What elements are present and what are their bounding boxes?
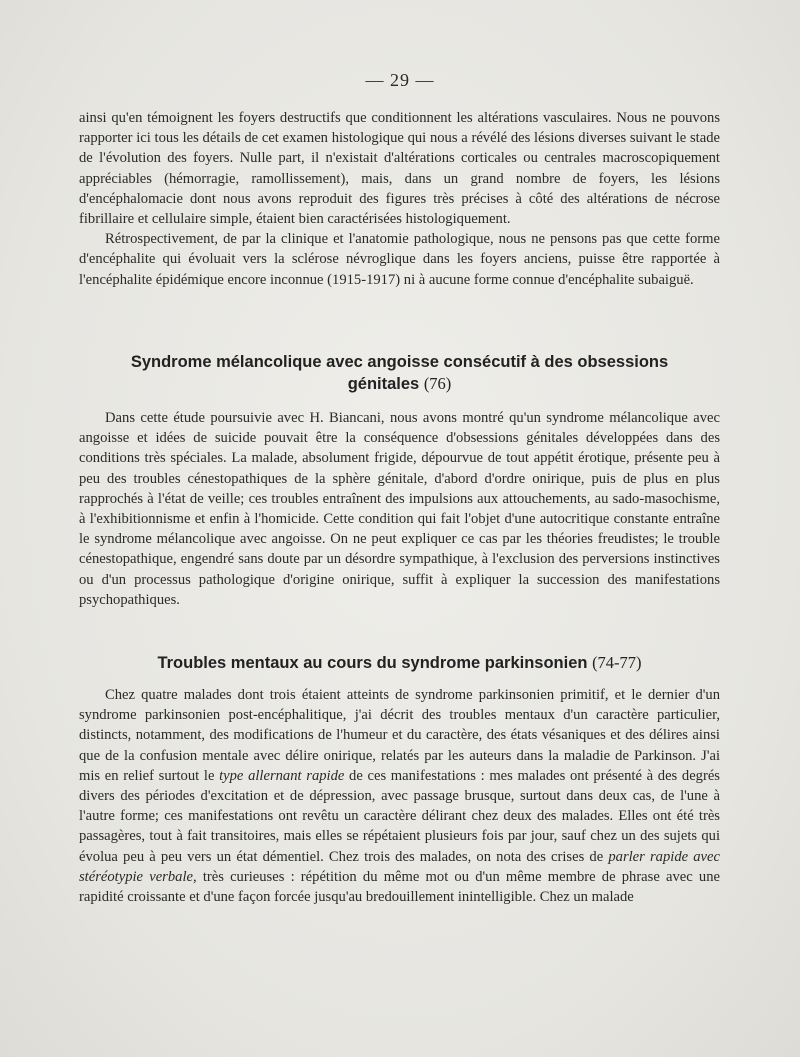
intro-paragraph-2: Rétrospectivement, de par la clinique et l'anatomie pathologique, nous ne pensons pas que cette forme d'encéphalite qui évoluait vers la sclérose névroglique dans les foyers anciens, puisse être rapportée à l'encéphalite épidémique encore inconnue (1915-1917) ni à aucune forme connue d'encéphalite subaiguë. xyxy=(79,231,720,288)
section-reference: (76) xyxy=(423,374,452,393)
intro-paragraph-1: ainsi qu'en témoignent les foyers destructifs que conditionnent les altérations vasculaires. Nous ne pouvons rapporter ici tous les détails de cet examen histologique qui nous a révélé des lésions diverses suivant le stade de l'évolution des foyers. Nulle part, il n'existait d'altérations corticales ou centrales macroscopiquement appréciables (hémorragie, ramollissement), mais, dans un grand nombre de foyers, les lésions d'encéphalomacie dont nous avons reproduit des figures très précises à côté des altérations de nécrose fibrillaire et cellulaire simple, étaient bien caractérisées histologiquement. xyxy=(79,110,720,228)
section-heading-melancolique xyxy=(79,351,720,395)
intro-section xyxy=(79,108,720,290)
parkinson-emphasis-1: type allernant rapide xyxy=(219,767,345,784)
section-heading-parkinson xyxy=(79,652,720,674)
section-body-parkinson xyxy=(79,685,720,907)
section-title-line-1: Syndrome mélancolique avec angoisse consécutif à des obsessions xyxy=(130,353,669,371)
section-reference: (74-77) xyxy=(592,653,642,672)
parkinson-text-part-3: , très curieuses : répétition du même mot ou d'un même membre de phrase avec une rapidité croissante et d'une façon forcée jusqu'au bredouillement inintelligible. Chez un malade xyxy=(79,868,720,906)
page-number: — 29 — xyxy=(365,70,435,90)
parkinson-text-part-2: de ces manifestations : mes malades ont présenté à des degrés divers des périodes d'excitation et de dépression, avec passage brusque, surtout dans deux cas, de l'une à l'autre forme; ces manifestations ont revêtu un caractère délirant chez deux des malades. Elles ont été très passagères, tout à fait transitoires, mais elles se répétaient plusieurs fois par jour, sauf chez un des sujets qui évolua peu à peu vers un état démentiel. Chez trois des malades, on nota des crises de xyxy=(79,767,720,865)
melancolique-paragraph: Dans cette étude poursuivie avec H. Biancani, nous avons montré qu'un syndrome mélancolique avec angoisse et idées de suicide pouvait être la conséquence d'obsessions génitales développées dans des conditions très spéciales. La malade, absolument frigide, dépourvue de tout appétit érotique, présente peu à peu des troubles cénestopathiques de la sphère génitale, d'abord d'ordre onirique, puis de plus en plus rapprochés à l'état de veille; ces troubles entraînent des impulsions aux attouchements, au sado-masochisme, à l'exhibitionnisme et enfin à l'homicide. Cette condition qui fait l'objet d'une autocritique constante entraîne le syndrome mélancolique avec angoisse. On ne peut expliquer ce cas par les théories freudistes; le trouble cénestopathique, engendré sans doute par un désordre sympathique, à l'exclusion des perversions instinctives ou d'un processus pathologique d'origine onirique, suffit à expliquer la succession des manifestations psychopathiques. xyxy=(79,410,720,608)
section-title-word: génitales xyxy=(347,375,420,393)
parkinson-emphasis-2: parler rapide avec stéréotypie verbale xyxy=(79,848,720,885)
parkinson-paragraph xyxy=(79,685,720,907)
section-title-parkinson xyxy=(79,652,720,674)
section-body-melancolique xyxy=(79,408,720,610)
section-title-line-2 xyxy=(79,373,720,395)
section-title-text: Troubles mentaux au cours du syndrome parkinsonien xyxy=(157,654,588,672)
parkinson-text-part-1: Chez quatre malades dont trois étaient atteints de syndrome parkinsonien primitif, et le dernier d'un syndrome parkinsonien post-encéphalitique, j'ai décrit des troubles mentaux d'un caractère particulier, distincts, notamment, des modifications de l'humeur et du caractère, des états vésaniques et des délires ainsi que de la confusion mentale avec délire onirique, relatés par les auteurs dans la maladie de Parkinson. J'ai mis en relief surtout le xyxy=(79,687,720,784)
